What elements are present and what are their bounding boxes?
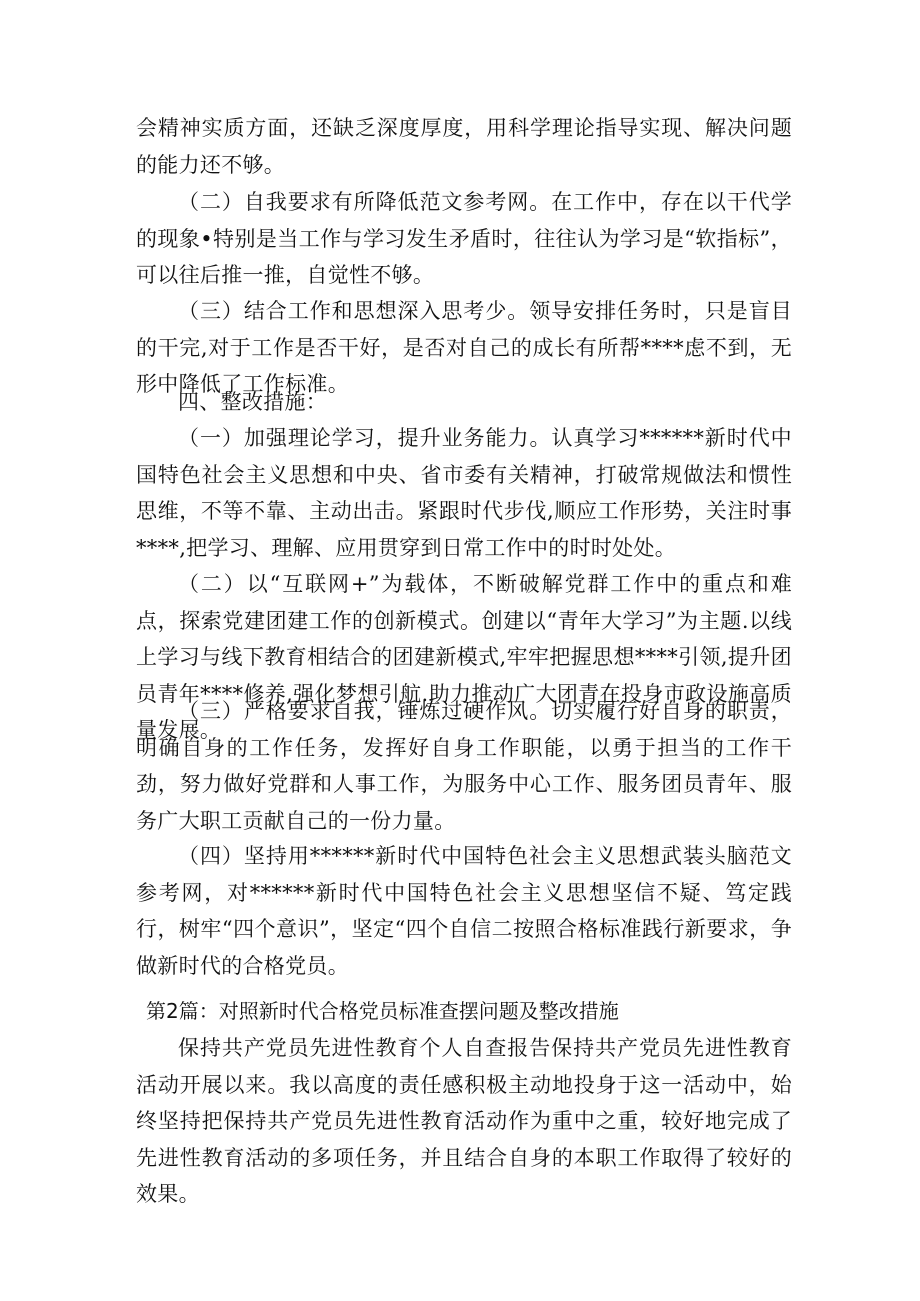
paragraph-section-intro: 保持共产党员先进性教育个人自查报告保持共产党员先进性教育活动开展以来。我以高度的责任感积极主动地投身于这一活动中，始终坚持把保持共产党员先进性教育活动作为重中之重，较好地完成了先进性教育活动的多项任务，并且结合自身的本职工作取得了较好的效果。: [136, 1036, 792, 1206]
heading-rectification-measures: 四、整改措施：: [178, 390, 328, 414]
paragraph-measure-3: （三）严格要求自我，锤炼过硬作风。切实履行好自身的职责，明确自身的工作任务，发挥好自身工作职能，以勇于担当的工作干劲，努力做好党群和人事工作，为服务中心工作、服务团员青年、服务广大职工贡献自己的一份力量。: [136, 699, 792, 833]
paragraph-self-requirement: （二）自我要求有所降低范文参考网。在工作中，存在以干代学的现象•特别是当工作与学习发生矛盾时，往往认为学习是“软指标”，可以往后推一推，自觉性不够。: [136, 190, 792, 287]
paragraph-measure-2: （二）以“互联网+”为载体，不断破解党群工作中的重点和难点，探索党建团建工作的创新模式。创建以“青年大学习”为主题.以线上学习与线下教育相结合的团建新模式,牢牢把握思想****引领,提升团员青年****修养,强化梦想引航.助力推动广大团青在投身市政设施高质量发展。: [136, 572, 792, 742]
paragraph-measure-1: （一）加强理论学习，提升业务能力。认真学习******新时代中国特色社会主义思想和中央、省市委有关精神，打破常规做法和惯性思维，不等不靠、主动出击。紧跟时代步伐,顺应工作形势，关注时事****,把学习、理解、应用贯穿到日常工作中的时时处处。: [136, 426, 792, 560]
paragraph-thinking: （三）结合工作和思想深入思考少。领导安排任务时，只是盲目的干完,对于工作是否干好，是否对自己的成长有所帮****虑不到，无形中降低了工作标准。: [136, 299, 792, 396]
paragraph-continued: 会精神实质方面，还缺乏深度厚度，用科学理论指导实现、解决问题的能力还不够。: [136, 116, 792, 177]
paragraph-measure-4: （四）坚持用******新时代中国特色社会主义思想武装头脑范文参考网，对******新时代中国特色社会主义思想坚信不疑、笃定践行，树牢“四个意识”，坚定“四个自信二按照合格标准践行新要求，争做新时代的合格党员。: [136, 844, 792, 978]
section-title: 第2篇：对照新时代合格党员标准查摆问题及整改措施: [146, 999, 619, 1023]
